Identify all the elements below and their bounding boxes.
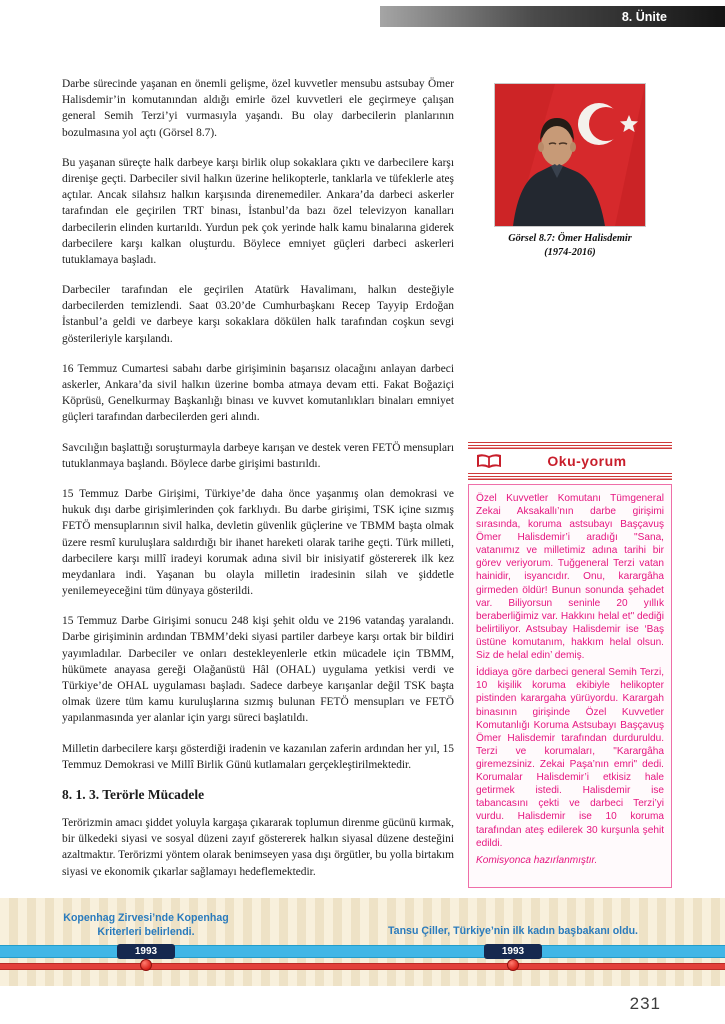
timeline-red-band	[0, 963, 725, 970]
section-heading: 8. 1. 3. Terörle Mücadele	[62, 786, 205, 802]
body-paragraph: Bu yaşanan süreçte halk darbeye karşı birlik olup sokaklara çıktı ve darbecilere karşı direnişe geçti. Darbeciler sivil halkın üzerine helikopterle, tanklarla ve tüfeklerle ateş açtılar. Ancak silahsız halkın karşısında direnemediler. Ankara’da darbeci askerler tarafından ele geçirilen TRT binası, İstanbul’da bazı özel televizyon kanalları darbecilerin elinden kurtarıldı. Yurdun pek çok yerinde halk kamu binalarına giderek darbecilere karşı kalkan oluşturdu. Böylece emniyet güçleri darbeci askerleri tutuklamaya başladı.	[62, 156, 454, 266]
oku-paragraph: İddiaya göre darbeci general Semih Terzi, 10 kişilik koruma ekibiyle helikopter pistinden karargaha yürüyordu. Karargah binasının girişinde Özel Kuvvetler Komutanlığı Koruma Astsubayı Başçavuş Ömer Halisdemir tarafından durduruldu. Terzi ve korumaları, "Karargâha giremezsiniz. Zekai Paşa’nın emri" dedi. Korumalar Halisdemir’i etkisiz hale getirmek istedi. Halisdemir ise tabancasını çekti ve darbeci Terzi’yi vurdu. Halisdemir ise 10 koruma tarafından ateş edilerek 30 kurşunla şehit edildi.	[476, 667, 664, 849]
history-timeline-strip	[0, 898, 725, 986]
body-paragraph: Milletin darbecilere karşı gösterdiği iradenin ve kazanılan zaferin ardından her yıl, 15 Temmuz Demokrasi ve Millî Birlik Günü kutlamaları gerçekleştirilmektedir.	[62, 742, 454, 771]
turkish-flag-portrait-graphic	[495, 84, 645, 226]
oku-source-note: Komisyonca hazırlanmıştır.	[476, 854, 598, 866]
body-paragraph: 15 Temmuz Darbe Girişimi, Türkiye’de daha önce yaşanmış olan demokrasi ve hukuk dışı darbe girişimlerinden çok farklıydı. Bu darbe girişimi, TSK içine sızmış FETÖ mensuplarının sivil halka, devletin güvenlik güçlerine ve TBMM başta olmak üzere resmî kuruluşlara saldırdığı bir ihanet hareketi olarak tarihe geçti. Türk milleti, darbecilere karşı millî iradeyi korumak adına sivil bir inisiyatif göstererek ilk kez meydanlara indi. Yaşanan bu olayla milletin iradesinin silah ve şiddetle yenilemeyeceğini tüm dünyaya gösterildi.	[62, 487, 454, 598]
body-paragraph: 15 Temmuz Darbe Girişimi sonucu 248 kişi şehit oldu ve 2196 vatandaş yaralandı. Darbe girişiminin ardından TBMM’deki siyasi partiler darbeye karşı ortak bir bildiri yayımladılar. Darbeciler ve onları destekleyenlerle etkin mücadele için TBMM, hükümete anayasa gereği Olağanüstü Hâl (OHAL) uygulama yetkisi verdi ve Türkiye’de OHAL uygulaması başladı. Sadece darbeye karışanlar değil TSK başta olmak üzere tüm kamu kuruluşlarına sızmış bulunan FETÖ mensupları ve FETÖ yapılanmasında yer alanlar için yargı süreci başlatıldı.	[62, 615, 454, 725]
timeline-event-1-year: 1993	[117, 944, 175, 959]
figure-caption-dates: (1974-2016)	[544, 246, 596, 258]
figure-caption	[468, 232, 672, 260]
oku-yorum-text	[468, 484, 672, 888]
figure-caption-title: Görsel 8.7: Ömer Halisdemir	[508, 233, 632, 244]
timeline-marker-icon	[140, 959, 152, 971]
sidebar-column	[468, 76, 672, 894]
body-paragraph: Savcılığın başlattığı soruşturmayla darbeye karışan ve destek veren FETÖ mensupları tutuklanmaya başlandı. Böylece darbe girişimi bastırıldı.	[62, 441, 454, 470]
page-number: 231	[629, 994, 661, 1013]
red-stripes-bottom	[468, 473, 672, 481]
body-paragraph: 16 Temmuz Cumartesi sabahı darbe girişiminin başarısız olacağını anlayan darbeci askerler, Ankara’da sivil halkın üzerine bomba atmaya devam etti. Fakat Boğaziçi Köprüsü, Genelkurmay Başkanlığı binası ve kuvvet komutanlıkları binaları emniyet güçleri tarafından darbecilerden geri alındı.	[62, 362, 454, 424]
page-content	[62, 76, 672, 894]
timeline-blue-band	[0, 945, 725, 958]
unit-label: 8. Ünite	[621, 9, 667, 24]
unit-header-bar	[380, 6, 725, 27]
oku-yorum-title: Oku-yorum	[547, 453, 627, 470]
timeline-event-2-text: Tansu Çiller, Türkiye’nin ilk kadın başbakanı oldu.	[388, 925, 638, 937]
red-stripes-top	[468, 442, 672, 450]
body-paragraph: Darbe sürecinde yaşanan en önemli gelişme, özel kuvvetler mensubu astsubay Ömer Halisdemir’in komutanından aldığı emirle özel kuvvetleri ele geçirmeye çalışan general Semih Terzi’yi vurmasıyla yaşandı. Bu olay darbecilerin planlarının bozulmasına yol açtı (Görsel 8.7).	[62, 78, 454, 139]
portrait-photo	[495, 84, 645, 226]
main-text-column	[62, 76, 454, 894]
oku-paragraph: Özel Kuvvetler Komutanı Tümgeneral Zekai Aksakallı’nın darbe girişimi sırasında, koruma astsubayı Başçavuş Ömer Halisdemir’i aradığı "Sana, vatanımız ve milletimiz adına tarihi bir görev veriyorum. Tuğgeneral Terzi vatan hainidir, isyancıdır. Onu, karargâha girmeden öldür! Bunun sonunda şehadet var. Biliyorsun seninle 20 yıllık beraberliğimiz var. Hakkını helal et" dediği belirtiliyor. Astsubay Halisdemir ise ‘Baş üstüne komutanım, hakkım helal olsun. Siz de helal edin’ demiş.	[476, 492, 664, 662]
body-paragraph: Terörizmin amacı şiddet yoluyla kargaşa çıkararak toplumun direnme gücünü kırmak, bir ülkedeki siyasi ve sosyal düzeni zayıf göstererek halkın siyasal düzene desteğini azaltmaktır. Terörizmi yöntem olarak benimseyen yasa dışı örgütler, bu yolla birtakım siyasi ve ekonomik çıkarlar sağlamayı hedeflemektedir.	[62, 816, 454, 878]
timeline-event-1-text: Kopenhag Zirvesi’nde Kopenhag Kriterleri belirlendi.	[63, 912, 229, 939]
body-paragraph: Darbeciler tarafından ele geçirilen Atatürk Havalimanı, halkın desteğiyle darbecilerden temizlendi. Saat 03.20’de Cumhurbaşkanı Recep Tayyip Erdoğan İstanbul’a geldi ve darbeye karşı sokaklara dökülen halk tarafından coşkun sevgi gösterileriyle karşılandı.	[62, 284, 454, 345]
oku-yorum-header	[468, 450, 672, 473]
open-book-icon	[476, 453, 502, 470]
timeline-marker-icon	[507, 959, 519, 971]
timeline-event-2-year: 1993	[484, 944, 542, 959]
oku-yorum-box	[468, 442, 672, 888]
